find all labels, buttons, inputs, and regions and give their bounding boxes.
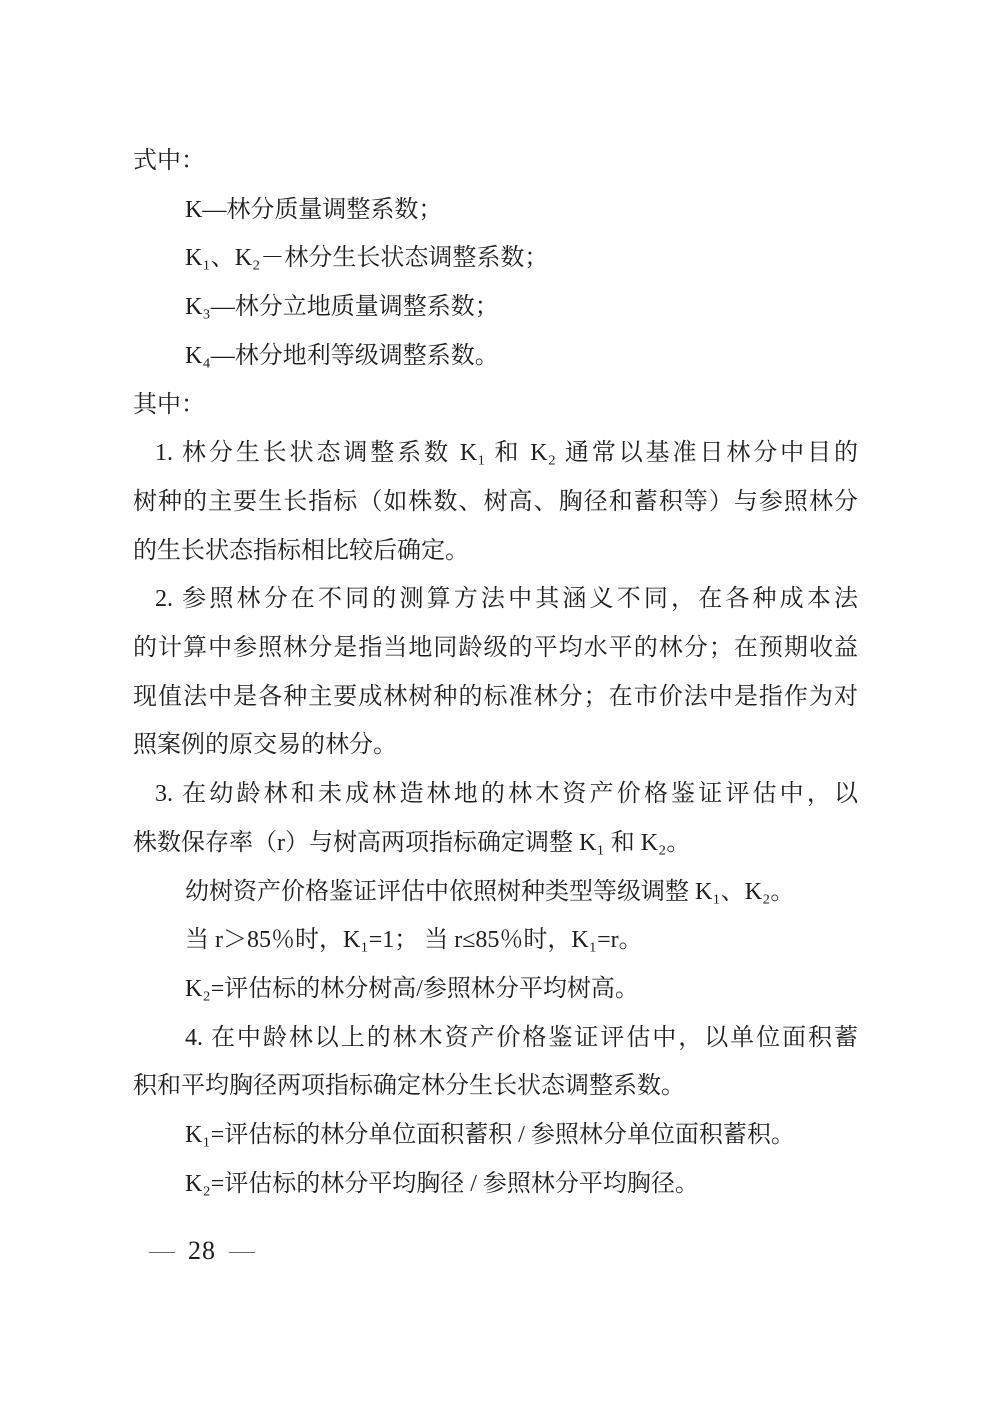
text-line-19: 4. 在中龄林以上的林木资产价格鉴证评估中，以单位面积蓄 — [185, 1024, 858, 1051]
text-line-2: K—林分质量调整系数； — [185, 196, 443, 223]
text-line-15: 株数保存率（r）与树高两项指标确定调整 K₁ 和 K₂。 — [133, 829, 691, 856]
text-line-1: 式中： — [133, 148, 205, 174]
text-line-4: K₃—林分立地质量调整系数； — [185, 294, 499, 321]
footer-dash-left: — — [149, 1239, 175, 1263]
text-line-10: 2. 参照林分在不同的测算方法中其涵义不同，在各种成本法 — [155, 586, 858, 613]
text-line-13: 照案例的原交易的林分。 — [133, 732, 397, 759]
text-line-6: 其中： — [133, 391, 205, 418]
text-line-21: K₁=评估标的林分单位面积蓄积 / 参照林分单位面积蓄积。 — [185, 1122, 795, 1149]
text-line-8: 树种的主要生长指标（如株数、树高、胸径和蓄积等）与参照林分 — [133, 488, 858, 515]
text-line-17: 当 r＞85％时，K₁=1； 当 r≤85％时，K₁=r。 — [185, 927, 643, 954]
text-line-20: 积和平均胸径两项指标确定林分生长状态调整系数。 — [133, 1073, 685, 1100]
text-line-3: K₁、K₂－林分生长状态调整系数； — [185, 245, 549, 272]
text-line-11: 的计算中参照林分是指当地同龄级的平均水平的林分；在预期收益 — [133, 635, 858, 662]
page-number: 28 — [188, 1236, 216, 1265]
text-line-14: 3. 在幼龄林和未成林造林地的林木资产价格鉴证评估中，以 — [155, 781, 858, 808]
text-line-9: 的生长状态指标相比较后确定。 — [133, 537, 469, 564]
text-line-22: K₂=评估标的林分平均胸径 / 参照林分平均胸径。 — [185, 1170, 699, 1197]
page-footer — [149, 1236, 255, 1266]
text-line-16: 幼树资产价格鉴证评估中依照树种类型等级调整 K₁、K₂。 — [185, 878, 795, 905]
footer-dash-right: — — [229, 1239, 255, 1263]
text-line-12: 现值法中是各种主要成林树种的标准林分；在市价法中是指作为对 — [133, 683, 858, 710]
text-block — [133, 137, 858, 1208]
text-line-5: K₄—林分地利等级调整系数。 — [185, 342, 499, 369]
text-line-7: 1. 林分生长状态调整系数 K₁ 和 K₂ 通常以基准日林分中目的 — [155, 440, 858, 467]
text-line-18: K₂=评估标的林分树高/参照林分平均树高。 — [185, 975, 639, 1002]
